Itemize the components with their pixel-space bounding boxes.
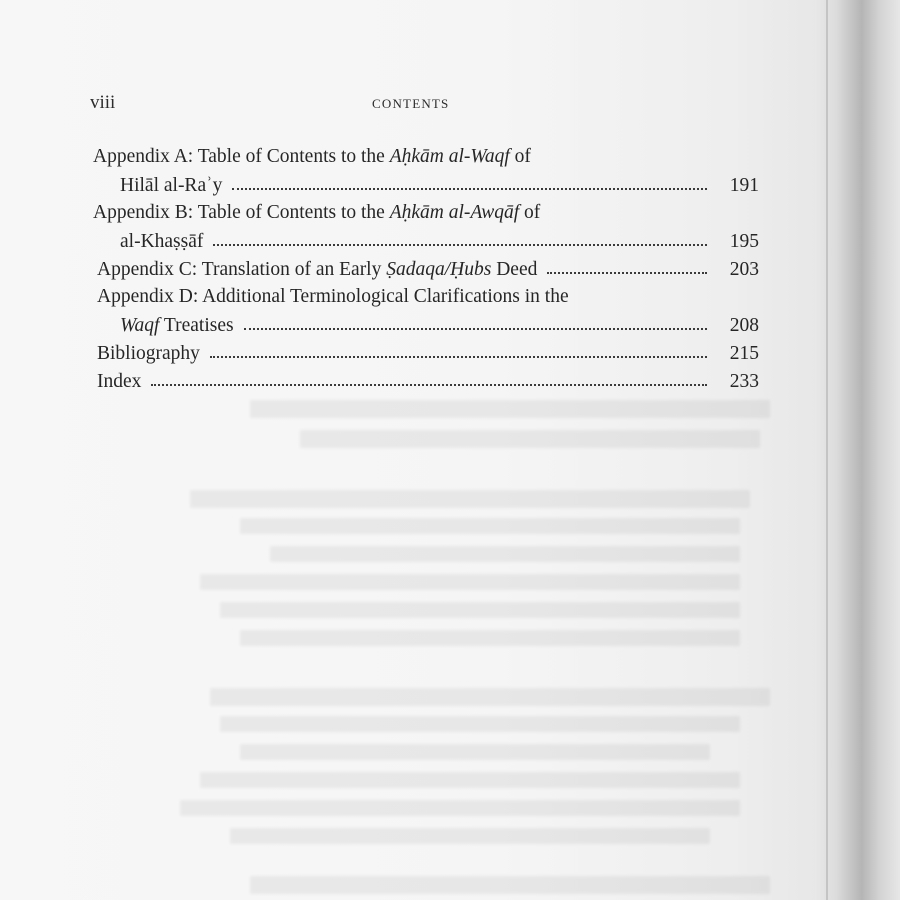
- toc-text: Index: [97, 371, 142, 392]
- dot-leader: [547, 257, 707, 277]
- toc-text: of: [509, 146, 531, 167]
- toc-text: [120, 312, 234, 340]
- toc-text: Appendix A: Table of Contents to the: [93, 146, 390, 167]
- toc-entry-continuation: [90, 171, 765, 199]
- table-of-contents: [90, 143, 765, 395]
- toc-entry-title: [90, 367, 765, 395]
- toc-entry-appendix-a: [90, 143, 765, 199]
- toc-entry-bibliography: [90, 339, 765, 367]
- running-header: [90, 92, 690, 116]
- toc-text: al-Khaṣṣāf: [120, 231, 204, 252]
- toc-page-number: 203: [729, 259, 759, 280]
- dot-leader: [210, 341, 707, 361]
- dot-leader: [151, 369, 707, 389]
- toc-entry-index: [90, 367, 765, 395]
- toc-page-number: 233: [729, 371, 759, 392]
- toc-text: [97, 256, 537, 284]
- toc-entry-appendix-d: [90, 283, 765, 339]
- page-number: viii: [90, 92, 116, 113]
- toc-text: Appendix C: Translation of an Early: [97, 259, 387, 280]
- toc-entry-continuation: [90, 311, 765, 339]
- toc-entry-appendix-b: [90, 199, 765, 255]
- toc-text: Treatises: [159, 315, 234, 336]
- dot-leader: [213, 229, 707, 249]
- toc-text: Bibliography: [97, 343, 200, 364]
- toc-text: of: [519, 202, 541, 223]
- running-title: CONTENTS: [372, 96, 450, 111]
- toc-entry-title: [90, 339, 765, 367]
- toc-italic-title: Waqf: [120, 315, 160, 336]
- toc-text: Hilāl al-Raʾy: [120, 175, 223, 196]
- toc-text: Appendix B: Table of Contents to the: [93, 202, 390, 223]
- dot-leader: [232, 173, 707, 193]
- toc-entry-title: [90, 199, 765, 227]
- toc-text: Deed: [491, 259, 538, 280]
- toc-entry-title: [90, 255, 765, 283]
- toc-entry-title: [90, 143, 765, 171]
- toc-page-number: 195: [729, 231, 759, 252]
- dot-leader: [244, 313, 707, 333]
- toc-italic-title: Aḥkām al-Awqāf: [389, 202, 520, 223]
- page-edge: [826, 0, 828, 900]
- toc-entry-title: Appendix D: Additional Terminological Clarifications in the: [97, 286, 569, 307]
- toc-entry-appendix-c: [90, 255, 765, 283]
- toc-italic-title: Aḥkām al-Waqf: [389, 146, 510, 167]
- toc-page-number: 208: [729, 315, 759, 336]
- toc-entry-continuation: [90, 227, 765, 255]
- toc-page-number: 191: [729, 175, 759, 196]
- toc-italic-title: Ṣadaqa/Ḥubs: [386, 259, 492, 280]
- toc-page-number: 215: [729, 343, 759, 364]
